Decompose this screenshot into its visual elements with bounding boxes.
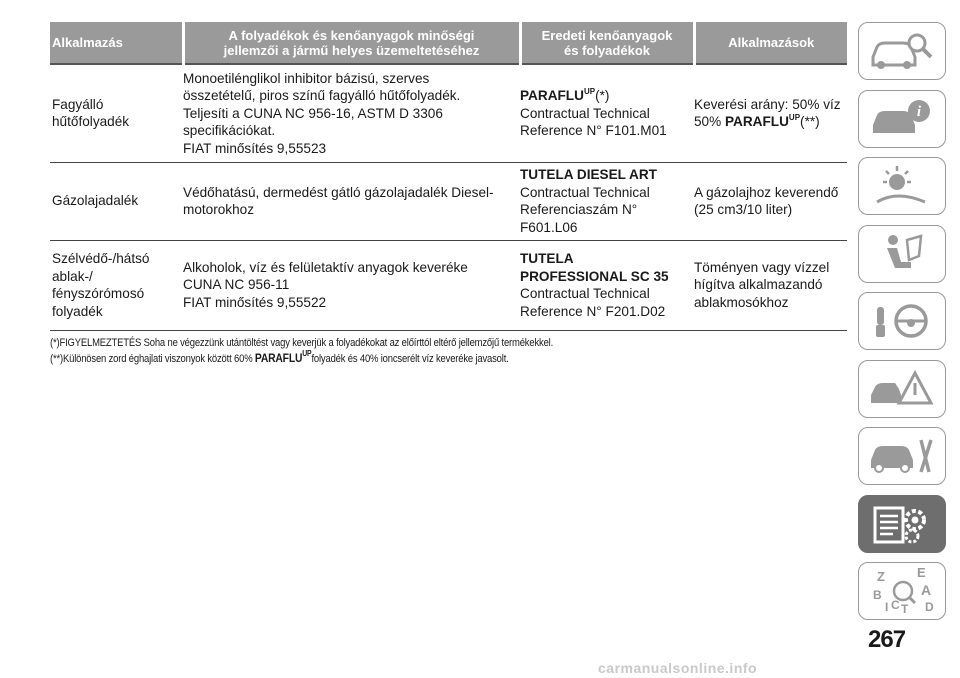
svg-text:A: A <box>921 582 932 598</box>
cell-application: Fagyálló hűtőfolyadék <box>50 64 183 162</box>
cell-quality: Monoetilénglikol inhibitor bázisú, szerves összetételű, piros színű fagyálló hűtőfolyadék. Teljesíti a CUNA NC 956-16, ASTM D 3306 specifikációkat. FIAT minősítés 9,55523 <box>183 64 520 162</box>
table-row <box>50 162 847 240</box>
footnotes <box>50 336 850 367</box>
table-row <box>50 240 847 330</box>
technical-specs-gear-icon <box>867 500 937 548</box>
cell-product: TUTELA DIESEL ART Contractual Technical Referenciaszám N° F601.L06 <box>520 162 694 240</box>
cell-usage: Töményen vagy vízzel hígítva alkalmazandó ablakmosókhoz <box>694 240 847 330</box>
tab-car-search[interactable] <box>858 22 946 80</box>
car-info-icon <box>867 95 937 143</box>
car-service-tools-icon <box>867 432 937 480</box>
tab-technical-specifications[interactable] <box>858 495 946 553</box>
tab-maintenance[interactable] <box>858 427 946 485</box>
svg-text:Z: Z <box>877 569 885 584</box>
cell-application: Szélvédő-/hátsó ablak-/ fényszórómosó folyadék <box>50 240 183 330</box>
tab-starting-driving[interactable] <box>858 292 946 350</box>
watermark: carmanualsonline.info <box>598 660 758 676</box>
svg-text:C: C <box>891 598 900 612</box>
tab-emergency[interactable] <box>858 360 946 418</box>
svg-text:i: i <box>916 103 922 120</box>
cell-usage: A gázolajhoz keverendő (25 cm3/10 liter) <box>694 162 847 240</box>
dashboard-light-icon <box>867 162 937 210</box>
warning-triangle-car-icon <box>867 365 937 413</box>
header-original-products: Eredeti kenőanyagok és folyadékok <box>520 22 694 64</box>
svg-text:D: D <box>925 600 934 614</box>
car-search-icon <box>867 27 937 75</box>
footnote-mixture: (**)Különösen zord éghajlati viszonyok között 60% $PARAFLU^{UP}folyadék$ és 40% ioncserélt víz keveréke javasolt. <box>50 348 509 365</box>
tab-car-info[interactable] <box>858 90 946 148</box>
svg-text:T: T <box>901 602 909 615</box>
table-row <box>50 64 847 162</box>
cell-usage: Keverési arány: 50% víz 50% $PARAFLU^{UP}(**)$ <box>694 64 847 162</box>
cell-quality: Alkoholok, víz és felületaktív anyagok keveréke CUNA NC 956-11 FIAT minősítés 9,55522 <box>183 240 520 330</box>
tab-dashboard-lights[interactable] <box>858 157 946 215</box>
cell-product: $PARAFLU^{UP}(*)$ Contractual Technical Reference N° F101.M01 <box>520 64 694 162</box>
header-application: Alkalmazás <box>50 22 183 64</box>
svg-text:B: B <box>873 588 882 602</box>
page-number: 267 <box>868 626 906 653</box>
airbag-seat-icon <box>867 230 937 278</box>
table-header-row <box>50 22 847 64</box>
alphabetical-index-icon <box>867 567 937 615</box>
brand-name: PARAFLU <box>724 114 789 130</box>
cell-product: TUTELA PROFESSIONAL SC 35 Contractual Technical Reference N° F201.D02 <box>520 240 694 330</box>
svg-text:E: E <box>917 567 926 580</box>
chapter-tabs <box>858 22 948 630</box>
cell-application: Gázolajadalék <box>50 162 183 240</box>
key-steering-wheel-icon <box>867 297 937 345</box>
spec-table-section <box>50 22 847 367</box>
footnote-warning: (*)FIGYELMEZTETÉS Soha ne végezzünk utántöltést vagy keverjük a folyadékokat az előírttól eltérő jellemzőjű termékekkel. <box>50 336 554 349</box>
header-usage: Alkalmazások <box>694 22 847 64</box>
cell-quality: Védőhatású, dermedést gátló gázolajadalék Diesel- motorokhoz <box>183 162 520 240</box>
tab-index[interactable] <box>858 562 946 620</box>
tab-safety[interactable] <box>858 225 946 283</box>
svg-text:I: I <box>885 600 889 614</box>
brand-name: PARAFLU <box>520 88 584 103</box>
header-quality: A folyadékok és kenőanyagok minőségi jellemzői a jármű helyes üzemeltetéséhez <box>183 22 520 64</box>
fluids-lubricants-table <box>50 22 847 331</box>
